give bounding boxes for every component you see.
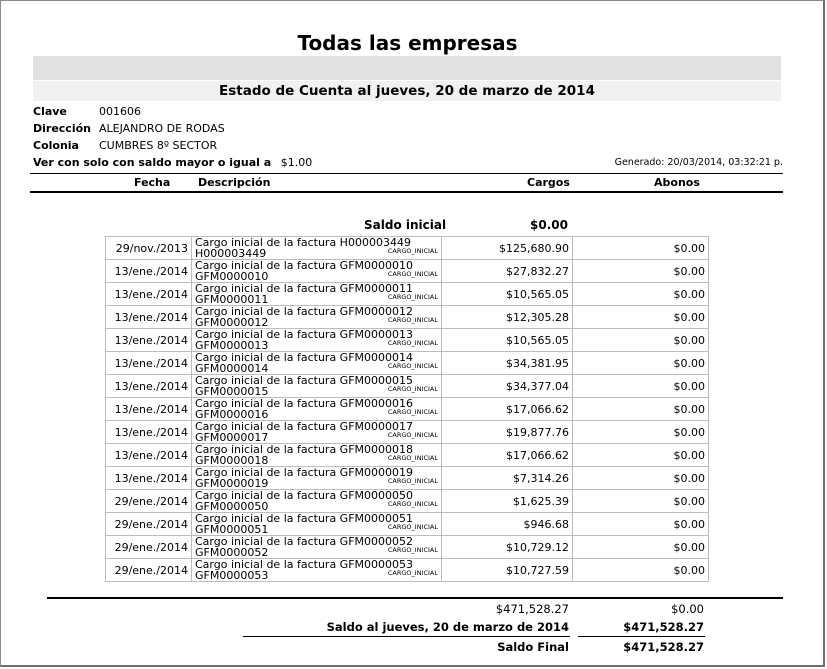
row-abono: $0.00: [573, 398, 709, 421]
row-desc-line1: Cargo inicial de la factura GFM0000016: [195, 397, 414, 410]
row-tag: CARGO_INICIAL: [387, 247, 438, 255]
table-row: [106, 398, 709, 421]
row-abono: $0.00: [573, 237, 709, 260]
row-desc-line1: Cargo inicial de la factura GFM0000052: [195, 535, 414, 548]
table-row: [106, 260, 709, 283]
total-cargos: $471,528.27: [495, 602, 569, 616]
col-fecha: Fecha: [134, 176, 171, 189]
col-abonos: Abonos: [654, 176, 700, 189]
direccion-label: Dirección: [33, 122, 91, 135]
row-cargo: $12,305.28: [442, 306, 573, 329]
header-rule-top: [30, 173, 783, 174]
saldo-final-label: Saldo Final: [497, 640, 569, 654]
row-descripcion: [192, 398, 442, 421]
row-desc-line1: Cargo inicial de la factura GFM0000053: [195, 558, 414, 571]
table-row: [106, 536, 709, 559]
colonia-label: Colonia: [33, 139, 79, 152]
saldo-inicial-label: Saldo inicial: [364, 218, 447, 232]
row-desc-line1: Cargo inicial de la factura GFM0000017: [195, 420, 414, 433]
row-desc-line2: GFM0000052: [195, 546, 269, 559]
row-desc-line2: GFM0000011: [195, 293, 269, 306]
clave-value: 001606: [99, 105, 141, 118]
row-desc-line2: H000003449: [195, 247, 267, 260]
row-fecha: 29/ene./2014: [106, 490, 192, 513]
row-cargo: $34,381.95: [442, 352, 573, 375]
row-descripcion: [192, 467, 442, 490]
row-fecha: 13/ene./2014: [106, 444, 192, 467]
row-tag: CARGO_INICIAL: [387, 569, 438, 577]
table-row: [106, 513, 709, 536]
row-cargo: $7,314.26: [442, 467, 573, 490]
row-cargo: $10,727.59: [442, 559, 573, 582]
row-cargo: $17,066.62: [442, 398, 573, 421]
table-row: [106, 283, 709, 306]
row-fecha: 13/ene./2014: [106, 375, 192, 398]
row-descripcion: [192, 237, 442, 260]
report-subtitle: Estado de Cuenta al jueves, 20 de marzo de 2014: [33, 81, 781, 101]
row-fecha: 13/ene./2014: [106, 467, 192, 490]
row-descripcion: [192, 306, 442, 329]
row-desc-line2: GFM0000019: [195, 477, 269, 490]
table-row: [106, 237, 709, 260]
row-cargo: $17,066.62: [442, 444, 573, 467]
table-row: [106, 559, 709, 582]
row-desc-line1: Cargo inicial de la factura GFM0000011: [195, 282, 414, 295]
table-row: [106, 352, 709, 375]
row-abono: $0.00: [573, 375, 709, 398]
row-abono: $0.00: [573, 352, 709, 375]
transactions-table: [105, 236, 709, 582]
row-descripcion: [192, 352, 442, 375]
row-fecha: 13/ene./2014: [106, 329, 192, 352]
row-descripcion: [192, 375, 442, 398]
colonia-row: [33, 139, 79, 152]
filter-row: [33, 156, 312, 169]
row-abono: $0.00: [573, 513, 709, 536]
table-row: [106, 444, 709, 467]
row-abono: $0.00: [573, 283, 709, 306]
row-cargo: $19,877.76: [442, 421, 573, 444]
row-desc-line1: Cargo inicial de la factura GFM0000018: [195, 443, 414, 456]
table-row: [106, 306, 709, 329]
table-row: [106, 375, 709, 398]
row-tag: CARGO_INICIAL: [387, 546, 438, 554]
row-tag: CARGO_INICIAL: [387, 362, 438, 370]
saldo-inicial-value: $0.00: [530, 218, 568, 232]
table-end-rule: [47, 597, 783, 599]
row-desc-line2: GFM0000050: [195, 500, 269, 513]
row-tag: CARGO_INICIAL: [387, 477, 438, 485]
row-abono: $0.00: [573, 467, 709, 490]
row-desc-line1: Cargo inicial de la factura H000003449: [195, 236, 411, 249]
row-tag: CARGO_INICIAL: [387, 270, 438, 278]
row-descripcion: [192, 421, 442, 444]
row-desc-line2: GFM0000017: [195, 431, 269, 444]
row-desc-line2: GFM0000015: [195, 385, 269, 398]
row-abono: $0.00: [573, 444, 709, 467]
row-fecha: 13/ene./2014: [106, 260, 192, 283]
direccion-row: [33, 122, 91, 135]
clave-row: [33, 105, 67, 118]
saldo-rule-right: [578, 636, 705, 637]
row-desc-line2: GFM0000016: [195, 408, 269, 421]
row-cargo: $10,565.05: [442, 329, 573, 352]
row-desc-line1: Cargo inicial de la factura GFM0000010: [195, 259, 414, 272]
table-row: [106, 329, 709, 352]
row-desc-line2: GFM0000014: [195, 362, 269, 375]
row-fecha: 29/ene./2014: [106, 536, 192, 559]
saldo-rule-left: [243, 636, 570, 637]
row-fecha: 13/ene./2014: [106, 421, 192, 444]
row-fecha: 29/ene./2014: [106, 559, 192, 582]
row-cargo: $34,377.04: [442, 375, 573, 398]
row-cargo: $27,832.27: [442, 260, 573, 283]
row-abono: $0.00: [573, 306, 709, 329]
table-row: [106, 421, 709, 444]
table-row: [106, 467, 709, 490]
row-fecha: 13/ene./2014: [106, 352, 192, 375]
row-desc-line1: Cargo inicial de la factura GFM0000051: [195, 512, 414, 525]
row-desc-line2: GFM0000012: [195, 316, 269, 329]
row-desc-line1: Cargo inicial de la factura GFM0000050: [195, 489, 414, 502]
row-abono: $0.00: [573, 329, 709, 352]
row-fecha: 29/nov./2013: [106, 237, 192, 260]
row-tag: CARGO_INICIAL: [387, 385, 438, 393]
saldo-value: $471,528.27: [623, 620, 704, 634]
row-desc-line1: Cargo inicial de la factura GFM0000019: [195, 466, 414, 479]
row-fecha: 13/ene./2014: [106, 283, 192, 306]
row-abono: $0.00: [573, 421, 709, 444]
col-descripcion: Descripción: [198, 176, 271, 189]
saldo-label: Saldo al jueves, 20 de marzo de 2014: [326, 620, 569, 634]
row-cargo: $10,729.12: [442, 536, 573, 559]
row-tag: CARGO_INICIAL: [387, 293, 438, 301]
row-desc-line2: GFM0000018: [195, 454, 269, 467]
clave-label: Clave: [33, 105, 67, 118]
row-cargo: $125,680.90: [442, 237, 573, 260]
direccion-value: ALEJANDRO DE RODAS: [99, 122, 225, 135]
filter-value: $1.00: [280, 156, 313, 169]
row-fecha: 13/ene./2014: [106, 398, 192, 421]
row-descripcion: [192, 260, 442, 283]
row-desc-line1: Cargo inicial de la factura GFM0000014: [195, 351, 414, 364]
colonia-value: CUMBRES 8º SECTOR: [99, 139, 218, 152]
generated-timestamp: Generado: 20/03/2014, 03:32:21 p.: [614, 157, 783, 168]
table-row: [106, 490, 709, 513]
row-tag: CARGO_INICIAL: [387, 523, 438, 531]
header-band: [33, 56, 781, 80]
row-abono: $0.00: [573, 559, 709, 582]
row-desc-line1: Cargo inicial de la factura GFM0000015: [195, 374, 414, 387]
row-tag: CARGO_INICIAL: [387, 500, 438, 508]
row-tag: CARGO_INICIAL: [387, 316, 438, 324]
row-descripcion: [192, 329, 442, 352]
row-descripcion: [192, 513, 442, 536]
row-fecha: 13/ene./2014: [106, 306, 192, 329]
saldo-final-value: $471,528.27: [623, 640, 704, 654]
row-desc-line1: Cargo inicial de la factura GFM0000013: [195, 328, 414, 341]
report-title: Todas las empresas: [297, 31, 518, 55]
row-descripcion: [192, 536, 442, 559]
row-tag: CARGO_INICIAL: [387, 408, 438, 416]
row-abono: $0.00: [573, 260, 709, 283]
row-desc-line2: GFM0000010: [195, 270, 269, 283]
row-descripcion: [192, 490, 442, 513]
row-abono: $0.00: [573, 536, 709, 559]
row-desc-line1: Cargo inicial de la factura GFM0000012: [195, 305, 414, 318]
filter-label: Ver con solo con saldo mayor o igual a: [33, 156, 272, 169]
row-descripcion: [192, 444, 442, 467]
total-abonos: $0.00: [671, 602, 704, 616]
row-cargo: $10,565.05: [442, 283, 573, 306]
row-descripcion: [192, 283, 442, 306]
row-abono: $0.00: [573, 490, 709, 513]
row-desc-line2: GFM0000013: [195, 339, 269, 352]
row-tag: CARGO_INICIAL: [387, 431, 438, 439]
col-cargos: Cargos: [527, 176, 570, 189]
row-desc-line2: GFM0000051: [195, 523, 269, 536]
row-descripcion: [192, 559, 442, 582]
row-tag: CARGO_INICIAL: [387, 339, 438, 347]
row-cargo: $1,625.39: [442, 490, 573, 513]
row-tag: CARGO_INICIAL: [387, 454, 438, 462]
row-cargo: $946.68: [442, 513, 573, 536]
row-fecha: 29/ene./2014: [106, 513, 192, 536]
header-rule-bottom: [30, 191, 783, 193]
row-desc-line2: GFM0000053: [195, 569, 269, 582]
